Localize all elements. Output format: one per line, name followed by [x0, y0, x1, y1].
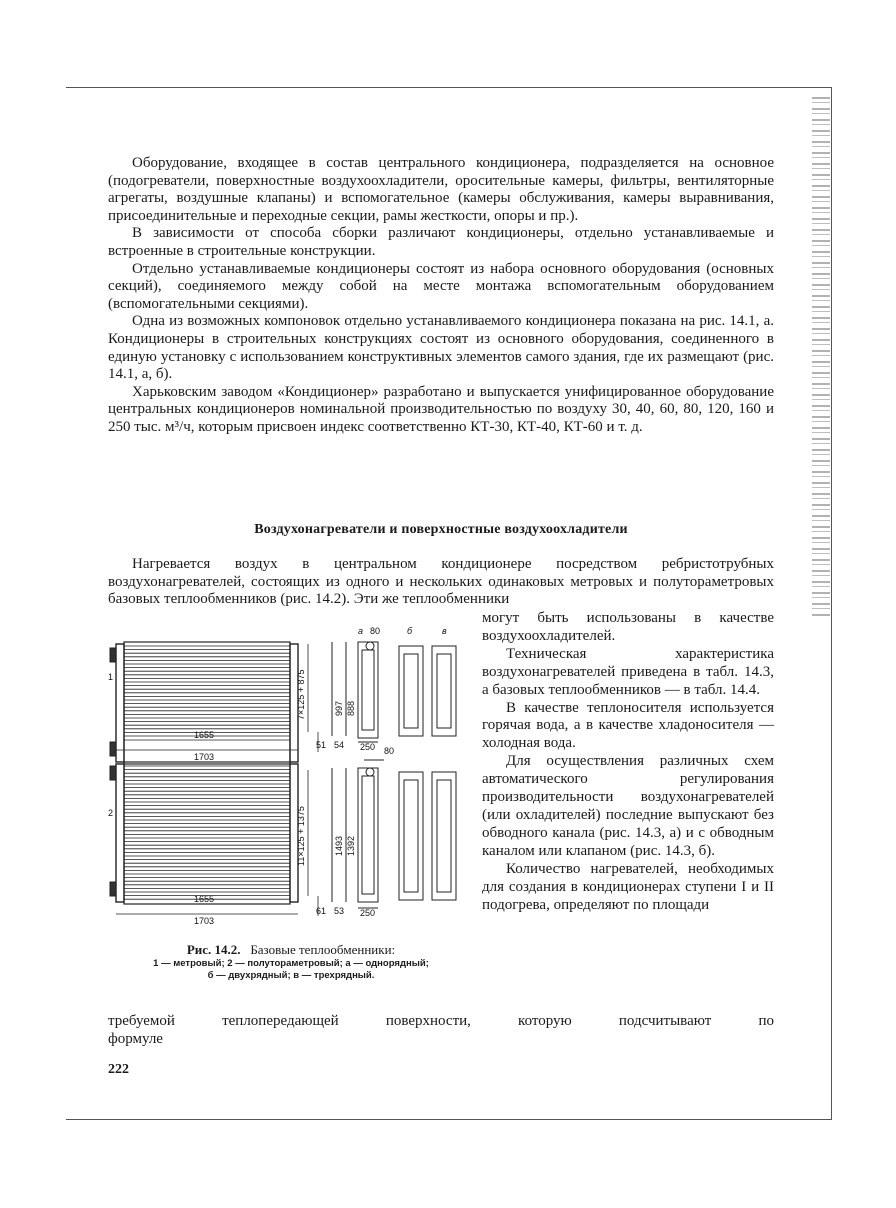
caption-legend-1: 1 — метровый; 2 — полутораметровый; а — однорядный;: [153, 958, 429, 969]
label-1: 1: [108, 672, 114, 682]
dim-997: 997: [334, 700, 344, 716]
paragraph-tech-spec: Техническая характеристика воздухонагревателей приведена в табл. 14.3, а базовых теплообменников — в табл. 14.4.: [482, 645, 774, 698]
dim-250-bottom: 250: [360, 908, 376, 918]
dim-80-top: 80: [370, 626, 381, 636]
label-v: в: [442, 626, 447, 636]
paragraph-regulation: Для осуществления различных схем автоматического регулирования производительности воздухонагревателей (или охладителей) последние выпускают без обводного канала (рис. 14.3, а) и с обводным каналом или клапаном (рис. 14.3, б).: [482, 753, 774, 859]
section-heading: Воздухонагреватели и поверхностные воздухоохладители: [254, 522, 628, 537]
right-column-text: [482, 610, 774, 914]
figure-caption: [108, 942, 474, 982]
label-a: а: [358, 626, 364, 636]
dim-1703-top: 1703: [194, 752, 215, 762]
caption-text: Базовые теплообменники:: [250, 942, 396, 957]
figure-base-heat-exchangers: [108, 620, 474, 938]
paragraph-standalone: Отдельно устанавливаемые кондиционеры состоят из набора основного оборудования (основных секций), соединяемого между собой на месте монтажа вспомогательным оборудованием (вспомогательными секциями).: [108, 260, 774, 312]
scan-edge-artifact: [812, 97, 830, 617]
dim-51: 51: [316, 740, 327, 750]
word: которую: [518, 1013, 572, 1029]
section-intro: [108, 556, 774, 609]
paragraph-coolers: могут быть использованы в качестве воздухоохладителей.: [482, 610, 774, 644]
dim-1703-bottom: 1703: [194, 916, 215, 926]
paragraph-heating-intro: Нагревается воздух в центральном кондиционере посредством ребристотрубных воздухонагревателей, состоящих из одного и нескольких одинаковых метровых и полутораметровых базовых теплообменников (рис. 14.2). Эти же теплообменники: [108, 556, 774, 608]
paragraph-heat-carrier: В качестве теплоносителя используется горячая вода, а в качестве хладоносителя — холодная вода.: [482, 699, 774, 752]
word: поверхности,: [385, 1013, 471, 1029]
intro-paragraphs: [108, 155, 774, 437]
label-b: б: [407, 626, 413, 636]
dim-1392: 1392: [346, 835, 356, 856]
dim-54: 54: [334, 740, 345, 750]
dim-61: 61: [316, 906, 327, 916]
dim-53: 53: [334, 906, 345, 916]
dim-1655-bottom: 1655: [194, 894, 215, 904]
paragraph-kharkov: Харьковским заводом «Кондиционер» разработано и выпускается унифицированное оборудование центральных кондиционеров номинальной производительностью по воздуху 30, 40, 60, 80, 120, 160 и 250 тыс. м³/ч, которым присвоен индекс соответственно КТ-30, КТ-40, КТ-60 и т. д.: [108, 383, 774, 435]
top-rule: [66, 87, 832, 88]
dim-80-mid: 80: [384, 746, 395, 756]
closing-text: [108, 1013, 774, 1048]
dim-1493: 1493: [334, 835, 344, 856]
word: теплопередающей: [222, 1013, 339, 1029]
bottom-exchanger: [110, 762, 298, 904]
dim-11x125: 11×125 + 1375: [296, 806, 306, 866]
dim-1655-top: 1655: [194, 730, 215, 740]
page-number: 222: [108, 1062, 129, 1077]
paragraph-layout: Одна из возможных компоновок отдельно устанавливаемого кондиционера показана на рис. 14.1, а. Кондиционеры в строительных конструкциях состоят из основного оборудования, соединенного в единую установку с использованием конструктивных элементов самого здания, где их размещают (рис. 14.1, а, б).: [108, 313, 774, 383]
closing-line-2: формуле: [108, 1030, 163, 1047]
side-views-top: [332, 642, 456, 742]
bottom-rule: [66, 1119, 832, 1120]
caption-title: [108, 942, 474, 958]
dim-250-top: 250: [360, 742, 376, 752]
word: требуемой: [108, 1013, 175, 1029]
side-views-bottom: [332, 760, 456, 908]
caption-fig-number: Рис. 14.2.: [186, 942, 241, 957]
top-exchanger: [110, 642, 298, 764]
caption-legend-2: б — двухрядный; в — трехрядный.: [207, 970, 375, 981]
right-rule: [831, 87, 832, 1119]
word: подсчитывают: [618, 1013, 712, 1029]
dim-7x125: 7×125 + 875: [296, 669, 306, 720]
closing-line-1: [108, 1013, 774, 1031]
paragraph-assembly: В зависимости от способа сборки различают кондиционеры, отдельно устанавливаемые и встроенные в строительные конструкции.: [108, 225, 774, 259]
label-2: 2: [108, 808, 114, 818]
word: по: [758, 1013, 774, 1029]
paragraph-equipment: Оборудование, входящее в состав центрального кондиционера, подразделяется на основное (подогреватели, поверхностные воздухоохладители, оросительные камеры, фильтры, вентиляторные агрегаты, воздушные клапаны) и вспомогательное (камеры обслуживания, камеры выравнивания, присоединительные и переходные секции, рамы жесткости, опоры и пр.).: [108, 155, 774, 224]
dim-888: 888: [346, 700, 356, 716]
paragraph-heater-count: Количество нагревателей, необходимых для создания в кондиционерах ступени I и II подогрева, определяют по площади: [482, 860, 774, 913]
